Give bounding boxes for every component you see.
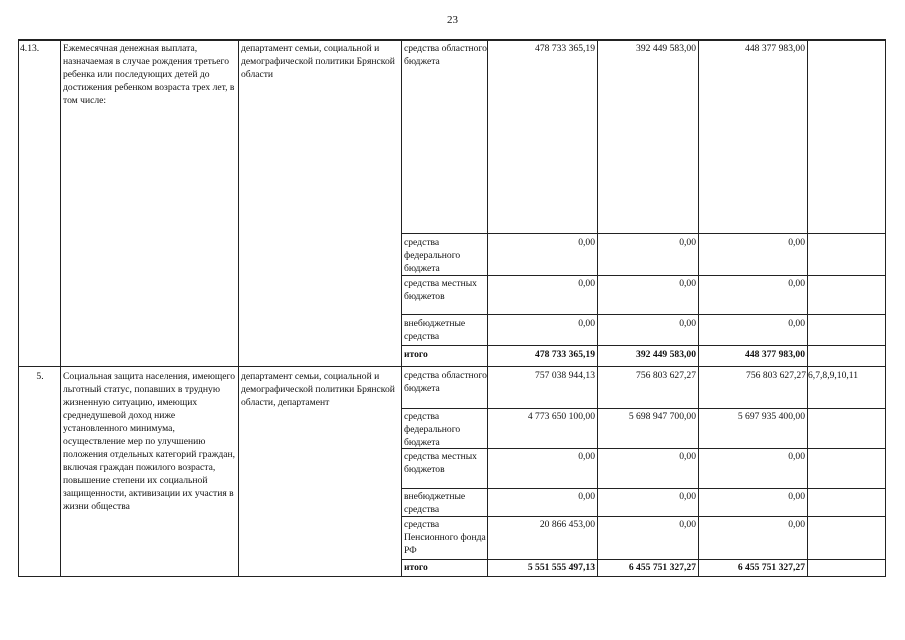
row-number: 5. xyxy=(36,371,44,382)
col-border xyxy=(18,39,19,577)
subrow-divider xyxy=(401,275,886,276)
subrow-divider xyxy=(401,233,886,234)
col-border xyxy=(885,39,886,577)
subrow-divider xyxy=(401,408,886,409)
value-cell: 4 773 650 100,00 xyxy=(527,411,595,422)
value-cell: 5 697 935 400,00 xyxy=(737,411,805,422)
subrow-divider xyxy=(401,516,886,517)
source-label: средства областного бюджета xyxy=(404,43,487,67)
source-label: внебюджетные средства xyxy=(404,318,466,342)
value-cell: 0,00 xyxy=(788,451,805,462)
row-name: Ежемесячная денежная выплата, назначаемая в случае рождения третьего ребенка или последующих детей до достижения ребенком возраста трех лет, в том числе: xyxy=(63,43,235,106)
value-cell: 5 698 947 700,00 xyxy=(628,411,696,422)
row-name: Социальная защита населения, имеющего льготный статус, попавших в трудную жизненную ситуацию, имеющих среднедушевой доход ниже установленного минимума, осуществление мер по улучшению положения отдельных категорий граждан, включая граждан пожилого возраста, повышение степени их социальной защищенности, активизации их участия в жизни общества xyxy=(63,371,236,512)
total-label: итого xyxy=(404,349,428,360)
subrow-divider xyxy=(401,345,886,346)
value-cell: 0,00 xyxy=(679,451,696,462)
source-label: средства Пенсионного фонда РФ xyxy=(404,519,486,556)
value-cell: 756 803 627,27 xyxy=(636,370,696,381)
value-cell: 0,00 xyxy=(578,278,595,289)
value-cell: 0,00 xyxy=(578,451,595,462)
value-cell: 0,00 xyxy=(788,237,805,248)
value-cell: 757 038 944,13 xyxy=(535,370,595,381)
value-cell: 448 377 983,00 xyxy=(745,43,805,54)
subrow-divider xyxy=(401,559,886,560)
value-cell: 0,00 xyxy=(679,318,696,329)
value-cell: 20 866 453,00 xyxy=(539,519,595,530)
value-cell: 0,00 xyxy=(788,491,805,502)
value-cell: 0,00 xyxy=(788,519,805,530)
source-label: внебюджетные средства xyxy=(404,491,466,515)
total-value: 6 455 751 327,27 xyxy=(737,562,805,573)
subrow-divider xyxy=(401,314,886,315)
value-cell: 0,00 xyxy=(679,491,696,502)
col-border xyxy=(60,39,61,577)
col-border xyxy=(238,39,239,577)
value-cell: 0,00 xyxy=(788,278,805,289)
source-label: средства местных бюджетов xyxy=(404,278,477,302)
total-value: 6 455 751 327,27 xyxy=(628,562,696,573)
value-cell: 0,00 xyxy=(679,519,696,530)
value-cell: 392 449 583,00 xyxy=(636,43,696,54)
value-cell: 756 803 627,27 xyxy=(746,370,806,381)
total-value: 448 377 983,00 xyxy=(745,349,805,360)
total-value: 392 449 583,00 xyxy=(636,349,696,360)
table-bottom-border xyxy=(18,576,886,577)
page-number: 23 xyxy=(447,14,458,26)
value-cell: 0,00 xyxy=(578,318,595,329)
indicator-refs: 6,7,8,9,10,11 xyxy=(808,370,859,381)
source-label: средства местных бюджетов xyxy=(404,451,477,475)
source-label: средства федерального бюджета xyxy=(404,237,461,274)
value-cell: 478 733 365,19 xyxy=(535,43,595,54)
source-label: средства областного бюджета xyxy=(404,370,487,394)
value-cell: 0,00 xyxy=(578,237,595,248)
row-executor: департамент семьи, социальной и демографической политики Брянской области xyxy=(241,43,395,80)
total-label: итого xyxy=(404,562,428,573)
row-number: 4.13. xyxy=(20,43,40,54)
row-executor: департамент семьи, социальной и демографической политики Брянской области, департамент xyxy=(241,371,395,408)
value-cell: 0,00 xyxy=(788,318,805,329)
total-value: 5 551 555 497,13 xyxy=(527,562,595,573)
value-cell: 0,00 xyxy=(578,491,595,502)
subrow-divider xyxy=(401,488,886,489)
row-divider xyxy=(18,366,886,367)
col-border xyxy=(401,39,402,577)
value-cell: 0,00 xyxy=(679,237,696,248)
col-border xyxy=(807,39,808,577)
value-cell: 0,00 xyxy=(679,278,696,289)
total-value: 478 733 365,19 xyxy=(535,349,595,360)
source-label: средства федерального бюджета xyxy=(404,411,461,448)
table-top-border xyxy=(18,39,886,41)
